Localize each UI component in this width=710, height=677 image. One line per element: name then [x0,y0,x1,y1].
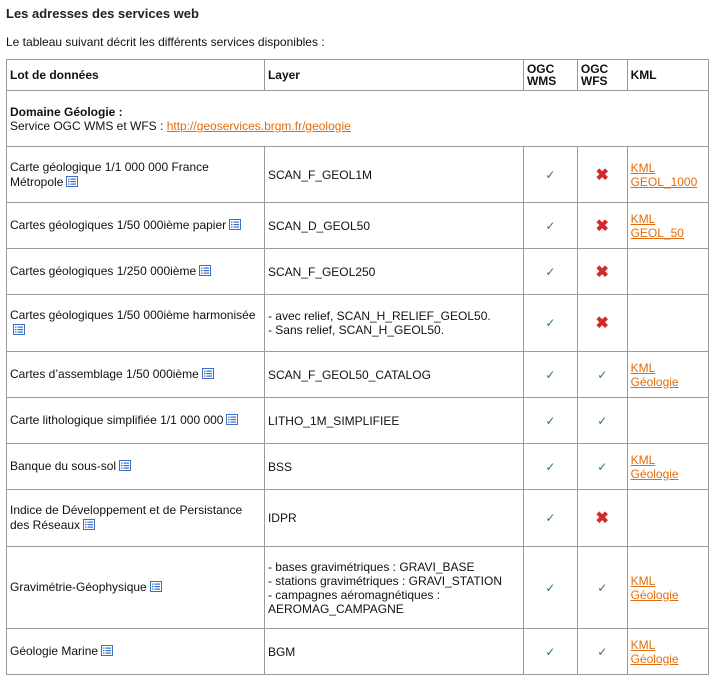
check-icon: ✓ [597,459,608,474]
layer-name: - Sans relief, SCAN_H_GEOL50. [267,323,445,337]
table-row [7,629,709,675]
lot-label: Cartes géologiques 1/50 000ième papier [10,218,227,232]
check-icon: ✓ [545,580,556,595]
lot-label: Carte lithologique simplifiée 1/1 000 000 [10,413,224,427]
wfs-cell [577,629,627,675]
lot-cell [7,398,265,444]
cross-icon: ✖ [595,315,609,332]
wfs-cell [577,398,627,444]
cross-icon: ✖ [595,166,609,184]
lot-cell [7,629,265,675]
wms-cell [523,444,577,490]
layer-name: SCAN_F_GEOL250 [267,264,376,279]
lot-label: Cartes d’assemblage 1/50 000ième [10,367,199,381]
table-row [7,295,709,352]
lot-cell [7,147,265,203]
page-title: Les adresses des services web [6,6,199,21]
check-icon: ✓ [545,459,556,474]
cross-icon: ✖ [595,263,609,281]
layer-name: BGM [267,644,296,659]
kml-link[interactable]: KML Géologie [630,637,679,666]
check-icon: ✓ [545,511,556,525]
check-icon: ✓ [545,167,556,182]
wfs-cell [577,295,627,352]
metadata-sheet-icon[interactable] [226,414,238,425]
metadata-sheet-icon[interactable] [150,581,162,592]
col-header-wfs-line1: OGC [580,62,609,76]
check-icon: ✓ [545,218,556,233]
kml-cell [627,295,708,352]
metadata-sheet-icon[interactable] [229,219,241,230]
kml-link[interactable]: KML Géologie [630,360,679,389]
domain-cell [7,91,709,147]
table-row [7,147,709,203]
kml-cell [627,398,708,444]
metadata-sheet-icon[interactable] [199,265,211,276]
lot-label: Banque du sous-sol [10,459,117,473]
col-header-kml: KML [627,60,708,91]
layer-cell [264,490,523,547]
table-row [7,490,709,547]
intro-text: Le tableau suivant décrit les différents services disponibles : [6,35,325,49]
wms-cell [523,295,577,352]
kml-cell [627,147,708,203]
col-header-wms-line2: WMS [526,74,557,88]
lot-cell [7,444,265,490]
layer-name: - stations gravimétriques : GRAVI_STATION [267,573,503,588]
layer-cell [264,147,523,203]
table-row [7,249,709,295]
metadata-sheet-icon[interactable] [66,176,78,187]
lot-cell [7,295,265,352]
wfs-cell [577,249,627,295]
layer-name: SCAN_D_GEOL50 [267,218,370,233]
kml-link-line1[interactable]: KML [630,160,656,175]
table-row [7,352,709,398]
domain-row [7,91,709,147]
kml-cell [627,352,708,398]
wfs-cell [577,203,627,249]
kml-link[interactable] [631,212,705,240]
layer-cell [264,629,523,675]
kml-link[interactable]: KML Géologie [630,452,679,481]
col-header-wms-line1: OGC [526,62,555,76]
kml-cell [627,629,708,675]
lot-cell [7,352,265,398]
lot-cell [7,490,265,547]
table-row [7,444,709,490]
domain-service-label: Service OGC WMS et WFS : [10,118,167,133]
lot-cell [7,547,265,629]
wms-cell [523,249,577,295]
layer-cell [264,398,523,444]
layer-cell [264,295,523,352]
metadata-sheet-icon[interactable] [83,519,95,530]
table-row [7,398,709,444]
lot-cell [7,249,265,295]
lot-label: Géologie Marine [10,644,99,658]
check-icon: ✓ [545,367,556,382]
layer-name: - campagnes aéromagnétiques : [267,587,441,602]
check-icon: ✓ [545,264,556,279]
kml-cell [627,249,708,295]
lot-label: Cartes géologiques 1/250 000ième [10,264,197,278]
col-header-wfs-line2: WFS [580,74,608,88]
wms-cell [523,203,577,249]
cross-icon: ✖ [595,510,609,527]
domain-service-link[interactable]: http://geoservices.brgm.fr/geologie [166,118,351,133]
wms-cell [523,147,577,203]
lot-label: Gravimétrie-Géophysique [10,580,147,594]
col-header-wms [523,60,577,91]
check-icon: ✓ [545,316,556,330]
check-icon: ✓ [597,413,608,428]
table-row [7,547,709,629]
cross-icon: ✖ [595,217,609,235]
layer-name: IDPR [267,511,297,525]
col-header-wfs [577,60,627,91]
layer-name: BSS [267,459,292,474]
table-header-row [7,60,709,91]
layer-cell [264,547,523,629]
kml-link-line1[interactable]: KML [630,211,656,226]
metadata-sheet-icon[interactable] [101,645,113,656]
kml-link[interactable] [631,161,705,189]
domain-title: Domaine Géologie : [10,104,123,119]
lot-label: Carte géologique 1/1 000 000 France [10,159,209,174]
check-icon: ✓ [597,580,608,595]
check-icon: ✓ [545,413,556,428]
wms-cell [523,629,577,675]
wfs-cell [577,352,627,398]
lot-cell [7,203,265,249]
kml-cell [627,444,708,490]
wms-cell [523,398,577,444]
layer-name: - avec relief, SCAN_H_RELIEF_GEOL50. [267,309,491,323]
layer-name: - bases gravimétriques : GRAVI_BASE [267,559,475,574]
wfs-cell [577,444,627,490]
layer-name: SCAN_F_GEOL1M [267,167,372,182]
metadata-sheet-icon[interactable] [119,460,131,471]
col-header-lot: Lot de données [7,60,265,91]
layer-name: LITHO_1M_SIMPLIFIEE [267,413,400,428]
col-header-layer: Layer [264,60,523,91]
wms-cell [523,547,577,629]
lot-label-line2: des Réseaux [10,518,81,532]
kml-cell [627,547,708,629]
kml-link-line2[interactable]: GEOL_1000 [630,174,698,189]
layer-cell [264,444,523,490]
lot-label: Indice de Développement et de Persistance [10,503,243,517]
kml-cell [627,490,708,547]
kml-cell [627,203,708,249]
check-icon: ✓ [597,644,608,659]
wfs-cell [577,147,627,203]
metadata-sheet-icon[interactable] [202,368,214,379]
kml-link-line2[interactable]: GEOL_50 [630,225,684,240]
layer-cell [264,203,523,249]
lot-label-line2: Métropole [10,174,64,189]
services-table [6,59,709,675]
kml-link[interactable]: KML Géologie [630,573,679,602]
check-icon: ✓ [597,367,608,382]
layer-name: SCAN_F_GEOL50_CATALOG [267,367,431,382]
layer-cell [264,352,523,398]
wfs-cell [577,547,627,629]
metadata-sheet-icon[interactable] [13,324,25,335]
table-row [7,203,709,249]
lot-label: Cartes géologiques 1/50 000ième harmonisée [10,308,256,322]
check-icon: ✓ [545,644,556,659]
layer-name: AEROMAG_CAMPAGNE [267,601,404,616]
wms-cell [523,490,577,547]
wfs-cell [577,490,627,547]
layer-cell [264,249,523,295]
wms-cell [523,352,577,398]
